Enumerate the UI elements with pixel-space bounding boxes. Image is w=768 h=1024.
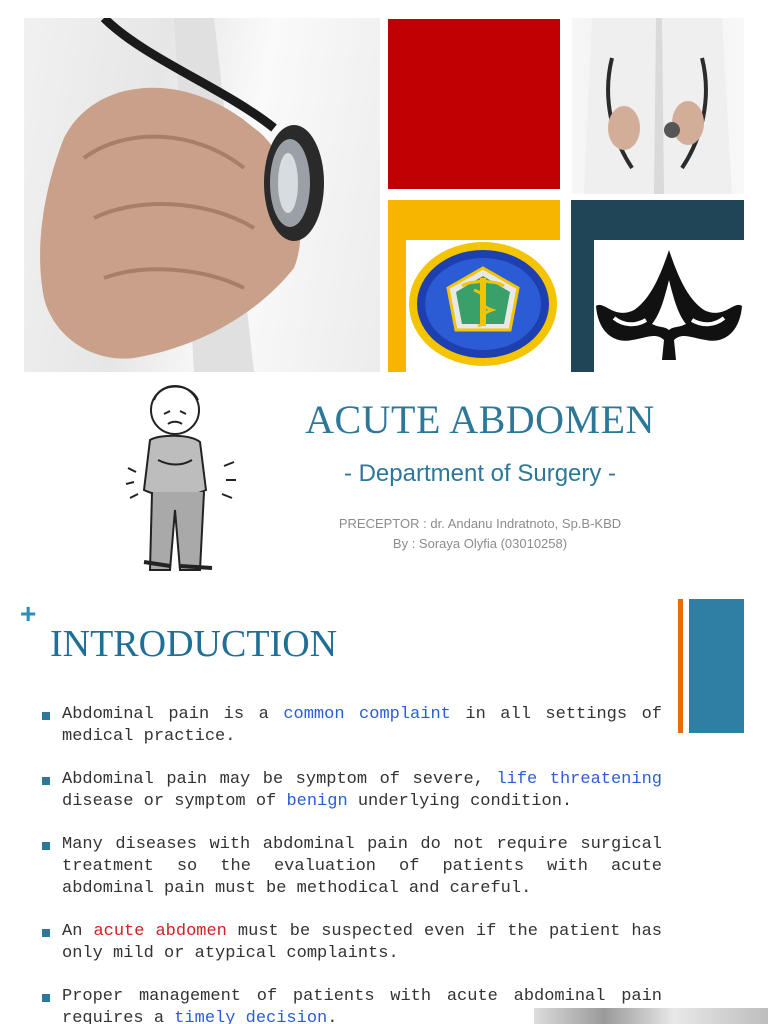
bullet-item <box>42 834 662 900</box>
credits <box>290 514 670 554</box>
bullet-text: An acute abdomen must be suspected even if the patient has only mild or atypical complaints. <box>62 922 662 963</box>
bullet-square-icon <box>42 777 50 785</box>
highlight-text: common complaint <box>283 705 451 724</box>
bullet-square-icon <box>42 842 50 850</box>
bullet-text: Many diseases with abdominal pain do not require surgical treatment so the evaluation of patients with acute abdominal pain must be methodical and careful. <box>62 835 662 898</box>
bullet-text: Proper management of patients with acute abdominal pain requires a timely decision. <box>62 987 662 1024</box>
plus-icon: + <box>20 598 37 629</box>
highlight-text: acute abdomen <box>93 922 227 941</box>
bullet-square-icon <box>42 929 50 937</box>
partial-image <box>534 1008 768 1024</box>
accent-bar-orange <box>678 599 683 733</box>
stethoscope-photo <box>24 18 380 372</box>
section-title: INTRODUCTION <box>50 623 338 665</box>
bullet-item <box>42 704 662 748</box>
red-tile <box>388 19 560 189</box>
bullet-list <box>42 704 662 1024</box>
sick-child-illustration <box>120 380 270 580</box>
bullet-text: Abdominal pain is a common complaint in all settings of medical practice. <box>62 705 662 746</box>
bullet-item <box>42 769 662 813</box>
bullet-square-icon <box>42 994 50 1002</box>
author-line: By : Soraya Olyfia (03010258) <box>392 536 568 551</box>
doctor-photo <box>572 18 744 194</box>
highlight-text: benign <box>286 792 348 811</box>
navy-hospital-logo <box>406 240 560 372</box>
slide-subtitle: - Department of Surgery - <box>343 460 617 487</box>
preceptor-line: PRECEPTOR : dr. Andanu Indratnoto, Sp.B-KBD <box>338 516 622 531</box>
bullet-square-icon <box>42 712 50 720</box>
trisakti-logo <box>594 240 744 372</box>
accent-bar-teal <box>689 599 744 733</box>
bullet-item <box>42 921 662 965</box>
slide-title: ACUTE ABDOMEN <box>305 397 655 442</box>
highlight-text: timely decision <box>174 1009 328 1024</box>
bullet-text: Abdominal pain may be symptom of severe, life threatening disease or symptom of benign underlying condition. <box>62 770 662 811</box>
highlight-text: life threatening <box>496 770 662 789</box>
